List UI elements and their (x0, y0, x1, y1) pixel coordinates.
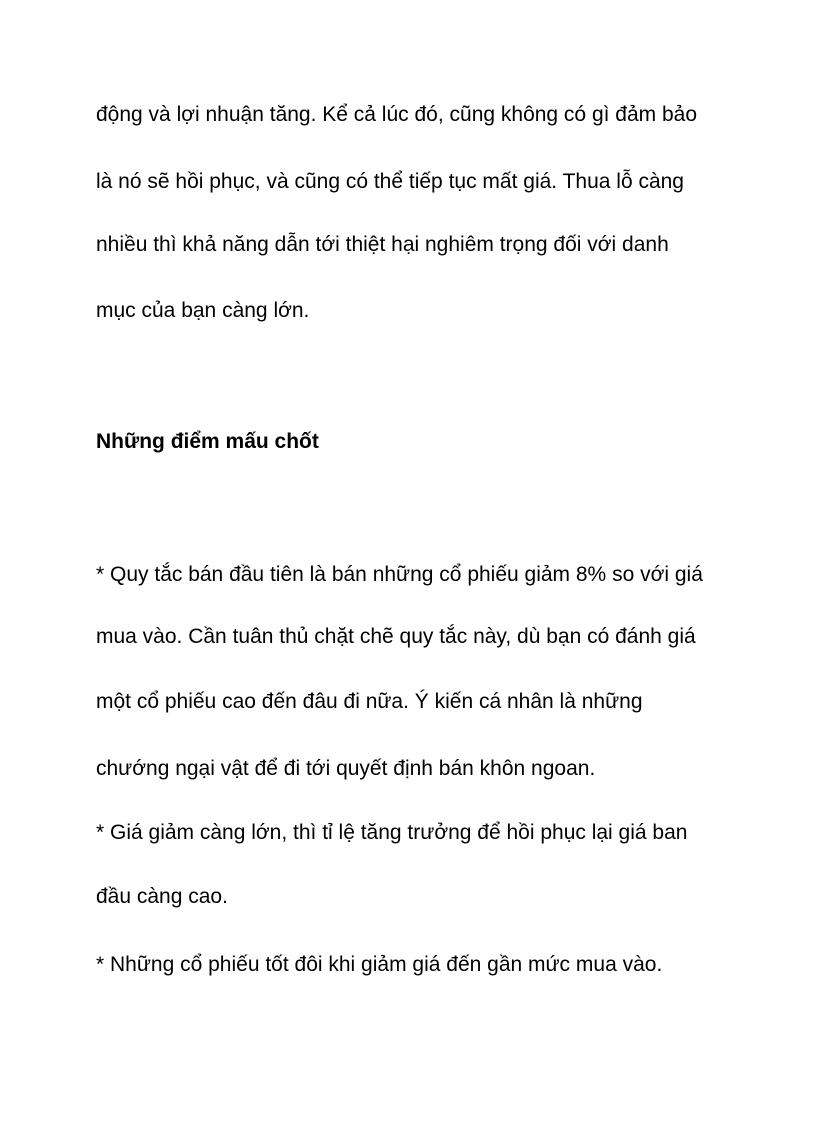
body-text-line: mục của bạn càng lớn. (96, 299, 310, 322)
bullet-text-line: đầu càng cao. (96, 885, 228, 908)
bullet-text-line: * Giá giảm càng lớn, thì tỉ lệ tăng trưởng để hồi phục lại giá ban (96, 821, 688, 844)
section-heading: Những điểm mấu chốt (96, 430, 319, 453)
bullet-text-line: chướng ngại vật để đi tới quyết định bán khôn ngoan. (96, 757, 596, 780)
body-text-line: nhiều thì khả năng dẫn tới thiệt hại nghiêm trọng đối với danh (96, 233, 669, 256)
bullet-text-line: * Những cổ phiếu tốt đôi khi giảm giá đến gần mức mua vào. (96, 953, 663, 976)
body-text-line: là nó sẽ hồi phục, và cũng có thể tiếp tục mất giá. Thua lỗ càng (96, 170, 684, 193)
bullet-text-line: mua vào. Cần tuân thủ chặt chẽ quy tắc này, dù bạn có đánh giá (96, 625, 696, 648)
bullet-text-line: * Quy tắc bán đầu tiên là bán những cổ phiếu giảm 8% so với giá (96, 563, 703, 586)
bullet-text-line: một cổ phiếu cao đến đâu đi nữa. Ý kiến cá nhân là những (96, 690, 643, 713)
body-text-line: động và lợi nhuận tăng. Kể cả lúc đó, cũng không có gì đảm bảo (96, 103, 698, 126)
